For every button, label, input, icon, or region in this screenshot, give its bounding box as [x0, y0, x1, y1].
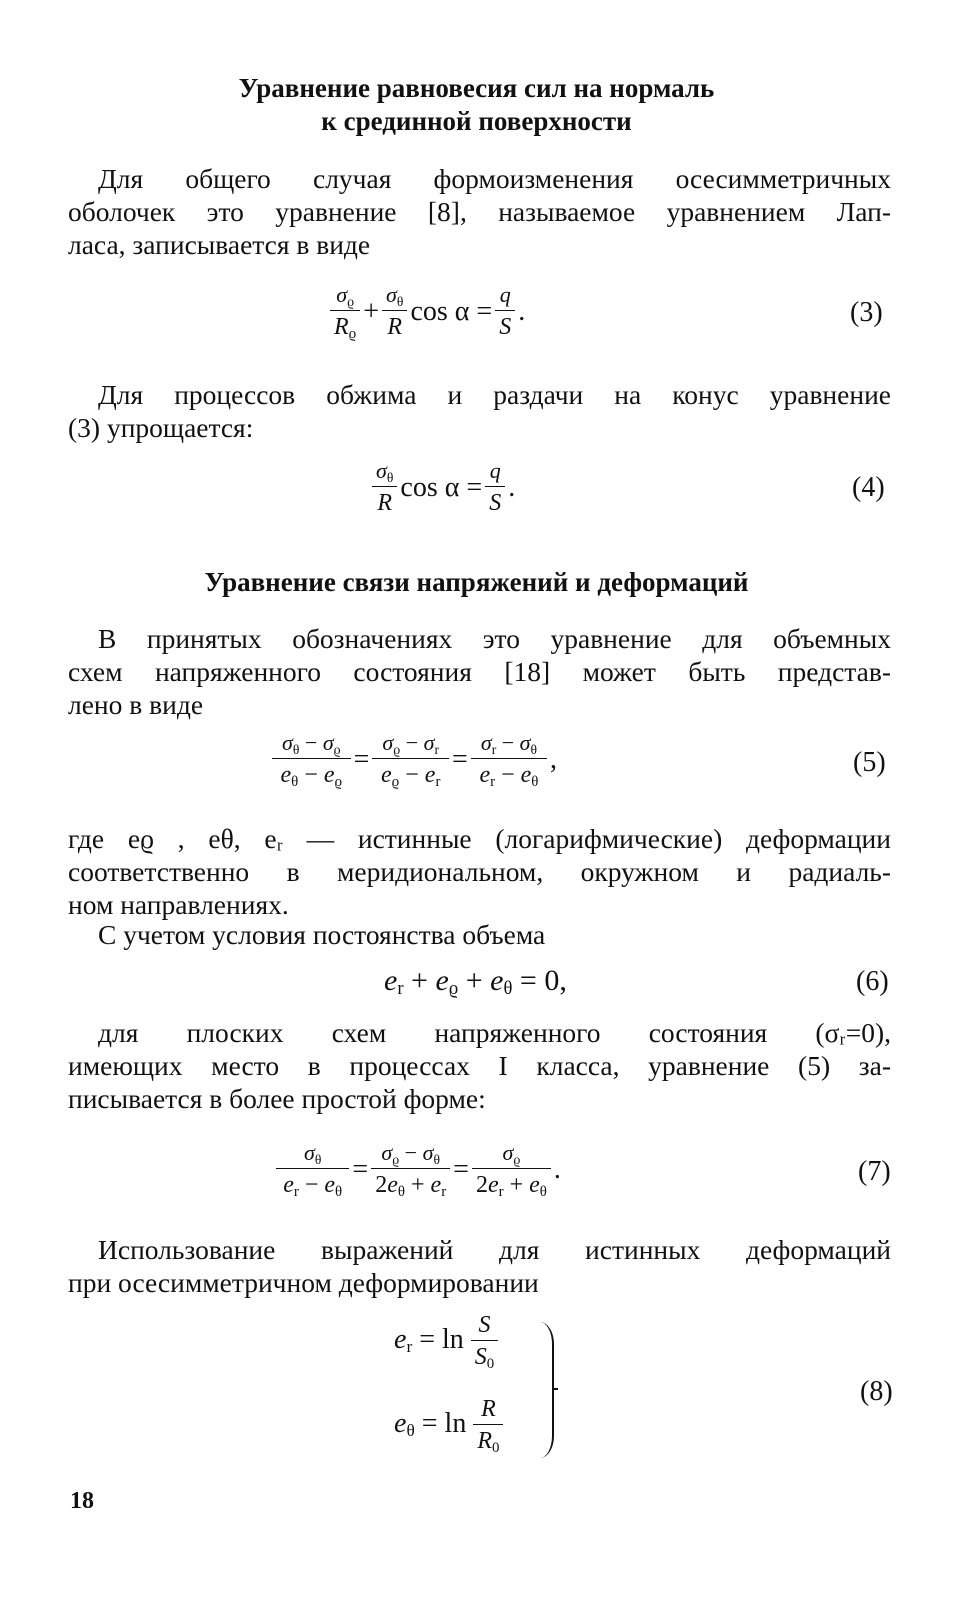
equation-7: $\frac{\sigma_\theta}{e_r - e_\theta}$ = $\frac{\sigma_ϱ - \sigma_\theta}{2e_\theta + e_r}$ = $\frac{\sigma_ϱ}{2e_r + e_\theta}$ .	[276, 1140, 564, 1199]
text-line: Для процессов обжима и раздачи на конус уравнение	[98, 379, 891, 410]
equation-number: (6)	[856, 966, 889, 997]
text-line: лено в виде	[68, 689, 204, 720]
text-line: ном направлениях.	[68, 889, 289, 920]
equation-8-line-1: $e_r = \ln$ $\frac{S}{S_0}$	[394, 1312, 498, 1371]
text-line: В принятых обозначениях это уравнение для объемных	[98, 623, 891, 654]
text-line: схем напряженного состояния [18] может быть представ-	[68, 656, 891, 687]
equation-number: (5)	[853, 747, 886, 778]
heading-line: Уравнение связи напряжений и деформаций	[204, 567, 749, 597]
paragraph-volume-constancy	[68, 918, 891, 951]
paragraph-true-strains	[68, 822, 891, 921]
text-line: при осесимметричном деформировании	[68, 1267, 539, 1298]
text-line: для плоских схем напряженного состояния (σᵣ=0),	[98, 1017, 891, 1048]
text-line: Для общего случая формоизменения осесимметричных	[98, 163, 891, 194]
text-line: ласа, записывается в виде	[68, 229, 371, 260]
heading-line: Уравнение равновесия сил на нормаль	[238, 73, 715, 103]
equation-number: (7)	[858, 1156, 891, 1187]
page-number: 18	[70, 1488, 94, 1514]
paragraph-plane-schemes	[68, 1016, 891, 1115]
text-line: Использование выражений для истинных деформаций	[98, 1234, 891, 1265]
text-line: (3) упрощается:	[68, 412, 254, 443]
text-line: оболочек это уравнение [8], называемое уравнением Лап-	[68, 196, 891, 227]
equation-5: $\frac{\sigma_\theta - \sigma_ϱ}{e_\theta - e_ϱ}$ = $\frac{\sigma_ϱ - \sigma_r}{e_ϱ - e_r}$ = $\frac{\sigma_r - \sigma_\theta}{e_r - e_\theta}$ ,	[272, 730, 560, 789]
text-line: писывается в более простой форме:	[68, 1083, 486, 1114]
equation-number: (3)	[850, 297, 883, 328]
equation-8-line-2: $e_\theta = \ln$ $\frac{R}{R_0}$	[394, 1396, 503, 1455]
equation-3: $\frac{\sigma_ϱ}{R_ϱ}$ + $\frac{\sigma_\theta}{R}$ cos α = $\frac{q}{S}$ .	[330, 282, 528, 341]
equation-4: $\frac{\sigma_\theta}{R}$ cos α = $\frac{q}{S}$ .	[372, 458, 518, 517]
paragraph-true-strain-expressions	[68, 1233, 891, 1299]
text-line: где eϱ , eθ, eᵣ — истинные (логарифмические) деформации	[68, 823, 891, 854]
text-line: соответственно в меридиональном, окружном и радиаль-	[68, 856, 891, 887]
section-heading-equilibrium	[60, 72, 893, 138]
text-line: имеющих место в процессах I класса, уравнение (5) за-	[68, 1050, 891, 1081]
section-heading-stress-strain	[60, 566, 893, 599]
equation-number: (8)	[860, 1376, 893, 1407]
equation-number: (4)	[852, 472, 885, 503]
paragraph-laplace-intro	[68, 162, 891, 261]
text-line: С учетом условия постоянства объема	[98, 919, 546, 950]
heading-line: к срединной поверхности	[321, 106, 632, 136]
right-brace-tip	[552, 1388, 558, 1390]
paragraph-cone-processes	[68, 378, 891, 444]
equation-6: $e_r + e_ϱ + e_\theta = 0$,	[384, 964, 567, 999]
right-brace	[538, 1322, 554, 1458]
paragraph-volume-schemes	[68, 622, 891, 721]
